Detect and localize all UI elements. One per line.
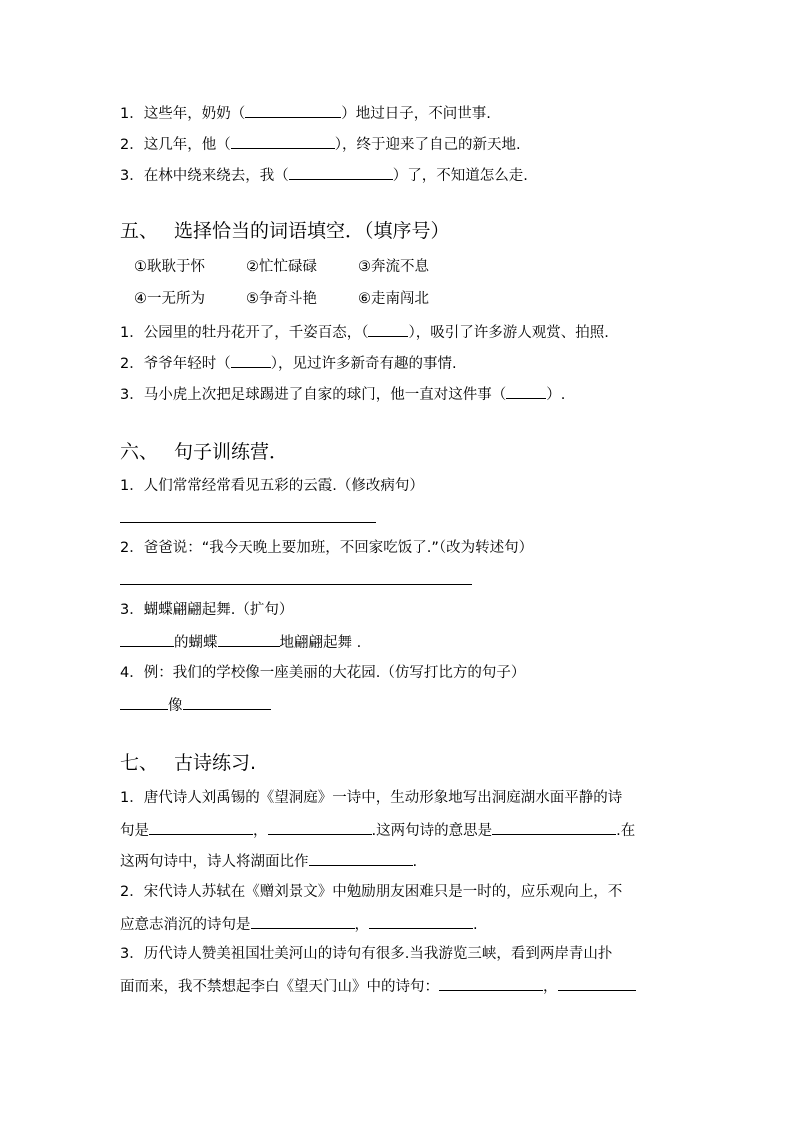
s7-q1-line-3 (120, 850, 417, 872)
s6-question-2: 2．爸爸说：“我今天晚上要加班，不回家吃饭了.”（改为转述句） (120, 540, 534, 556)
s7-q3-line-2 (120, 975, 636, 997)
section7-number: 七、 (120, 752, 159, 774)
s6-q4-blank-b[interactable] (183, 694, 271, 710)
s5-item-2-text-b: ），见过许多新奇有趣的事情. (270, 356, 457, 372)
option-6: ⑥走南闯北 (358, 291, 429, 307)
s7-q1-text-c: .这两句诗的意思是 (371, 823, 493, 839)
fill-item-1-text-a: 1．这些年，奶奶（ (120, 106, 246, 122)
s7-q1-text-e: 这两句诗中，诗人将湖面比作 (120, 854, 309, 870)
fill-item-2 (120, 133, 521, 155)
s7-q1-blank-1[interactable] (149, 819, 253, 835)
option-4: ④一无所为 (134, 291, 205, 307)
s7-q1-line-1: 1．唐代诗人刘禹锡的《望洞庭》一诗中，生动形象地写出洞庭湖水面平静的诗 (120, 790, 623, 806)
section6-title: 句子训练营． (174, 441, 289, 463)
s7-q2-line-1: 2．宋代诗人苏轼在《赠刘景文》中勉励朋友困难只是一时的，应乐观向上，不 (120, 884, 623, 900)
s7-q3-blank-2[interactable] (558, 975, 636, 991)
section5-heading (120, 219, 450, 243)
s6-q3-text-b: 地翩翩起舞 . (279, 635, 362, 651)
s5-item-2-text-a: 2．爷爷年轻时（ (120, 356, 231, 372)
s6-answer-line-2[interactable] (120, 584, 472, 585)
s5-item-3-blank[interactable] (506, 383, 546, 399)
fill-item-2-text-b: ），终于迎来了自己的新天地. (334, 137, 521, 153)
s7-q2-text-a: 应意志消沉的诗句是 (120, 917, 251, 933)
s5-item-3 (120, 383, 565, 405)
s6-q3-fill (120, 631, 361, 653)
s6-question-4: 4．例：我们的学校像一座美丽的大花园.（仿写打比方的句子） (120, 665, 526, 681)
s7-q1-blank-2[interactable] (268, 819, 372, 835)
s5-item-1-text-b: ），吸引了许多游人观赏、拍照. (408, 325, 609, 341)
s7-q3-text-a: 面而来，我不禁想起李白《望天门山》中的诗句： (120, 979, 439, 995)
s7-q1-text-b: ， (253, 823, 268, 839)
s7-q1-text-d: .在 (616, 823, 636, 839)
s7-q3-line-1: 3．历代诗人赞美祖国壮美河山的诗句有很多.当我游览三峡，看到两岸青山扑 (120, 946, 613, 962)
fill-item-2-text-a: 2．这几年，他（ (120, 137, 231, 153)
s6-q3-blank-a[interactable] (120, 631, 174, 647)
s7-q2-text-c: . (473, 917, 478, 933)
s6-q4-blank-a[interactable] (120, 694, 168, 710)
s5-item-2 (120, 352, 457, 374)
option-3: ③奔流不息 (358, 259, 429, 275)
s6-q4-text: 像 (168, 698, 183, 714)
s7-q1-line-2 (120, 819, 635, 841)
s5-item-1 (120, 321, 609, 343)
s6-q3-text-a: 的蝴蝶 (174, 635, 218, 651)
s7-q1-text-f: . (412, 854, 418, 870)
s5-item-1-blank[interactable] (368, 321, 408, 337)
s6-question-1: 1．人们常常经常看见五彩的云霞.（修改病句） (120, 478, 424, 494)
s5-item-3-text-b: ）. (546, 387, 566, 403)
s7-q2-text-b: ， (354, 917, 369, 933)
section6-number: 六、 (120, 441, 159, 463)
section7-heading (120, 751, 256, 775)
option-1: ①耿耿于怀 (134, 259, 205, 275)
option-5: ⑤争奇斗艳 (246, 291, 317, 307)
s7-q1-text-a: 句是 (120, 823, 149, 839)
s7-q2-blank-1[interactable] (251, 913, 355, 929)
section6-heading (120, 440, 288, 464)
s7-q3-text-b: ， (543, 979, 558, 995)
s7-q1-blank-4[interactable] (309, 850, 413, 866)
s6-answer-line-1[interactable] (120, 522, 376, 523)
s6-q3-blank-b[interactable] (218, 631, 280, 647)
section7-title: 古诗练习. (174, 752, 257, 774)
s7-q2-blank-2[interactable] (369, 913, 473, 929)
fill-item-1 (120, 102, 491, 124)
s7-q1-blank-3[interactable] (492, 819, 616, 835)
fill-item-1-text-b: ）地过日子，不问世事. (341, 106, 491, 122)
fill-item-1-blank[interactable] (245, 102, 341, 118)
s5-item-1-text-a: 1．公园里的牡丹花开了，千姿百态，（ (120, 325, 369, 341)
section5-title: 选择恰当的词语填空．（填序号） (174, 220, 450, 242)
s7-q3-blank-1[interactable] (439, 975, 543, 991)
s7-q2-line-2 (120, 913, 478, 935)
option-2: ②忙忙碌碌 (246, 259, 317, 275)
fill-item-3-blank[interactable] (289, 164, 393, 180)
s5-item-2-blank[interactable] (231, 352, 271, 368)
s6-question-3: 3．蝴蝶翩翩起舞.（扩句） (120, 602, 294, 618)
section5-number: 五、 (120, 220, 159, 242)
fill-item-3 (120, 164, 528, 186)
fill-item-3-text-b: ）了，不知道怎么走. (392, 168, 528, 184)
s6-q4-fill (120, 694, 271, 716)
fill-item-2-blank[interactable] (231, 133, 335, 149)
s5-item-3-text-a: 3．马小虎上次把足球踢进了自家的球门，他一直对这件事（ (120, 387, 507, 403)
fill-item-3-text-a: 3．在林中绕来绕去，我（ (120, 168, 289, 184)
